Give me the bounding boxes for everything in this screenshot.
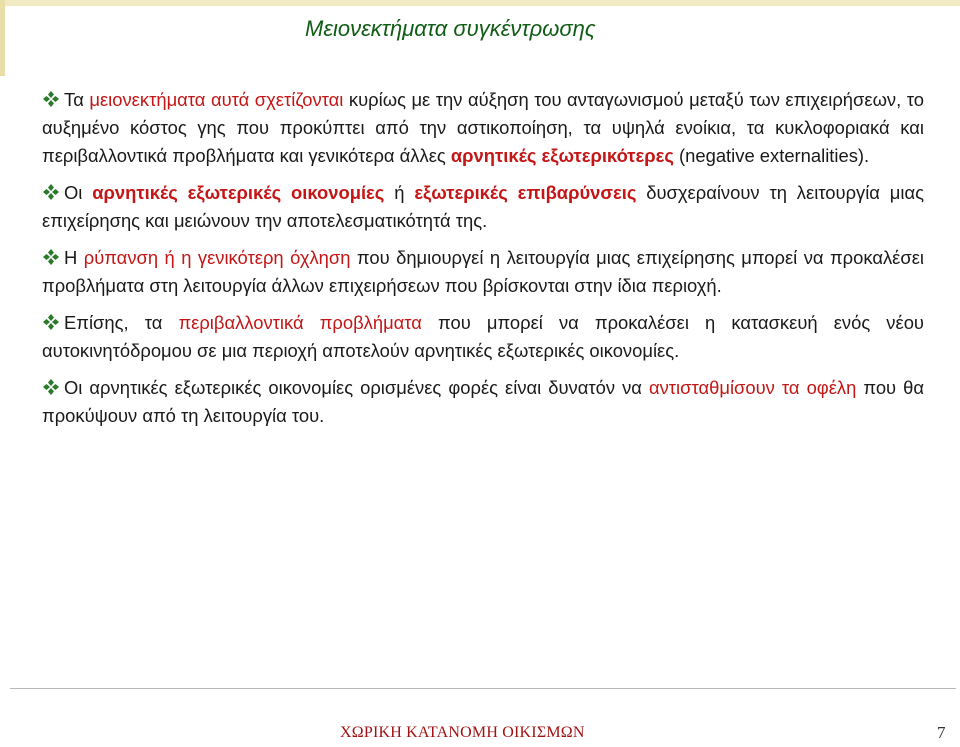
bullet-highlight: εξωτερικές επιβαρύνσεις	[414, 182, 637, 203]
page-number: 7	[937, 723, 946, 742]
bullet-text: Επίσης, τα	[64, 312, 179, 333]
bullet-text: Οι αρνητικές εξωτερικές οικονομίες ορισμένες φορές είναι δυνατόν να	[64, 377, 649, 398]
bullet-highlight: αρνητικές εξωτερικότερες	[450, 145, 674, 166]
bullet-highlight: ρύπανση ή η γενικότερη όχληση	[83, 247, 351, 268]
bullet-text: δυσχεραίνουν τη λειτουργία μιας επιχείρησης και μειώνουν την αποτελεσματικότητά της.	[42, 182, 924, 231]
bullet-item	[42, 179, 924, 235]
footer-title: ΧΩΡΙΚΗ ΚΑΤΑΝΟΜΗ ΟΙΚΙΣΜΩΝ	[340, 724, 585, 741]
footer-divider	[10, 688, 956, 689]
bullet-item	[42, 86, 924, 170]
bullet-text: που μπορεί να προκαλέσει η κατασκευή ενός νέου αυτοκινητόδρομου σε μια περιοχή αποτελούν αρνητικές εξωτερικές οικονομίες.	[42, 312, 924, 361]
diamond-cluster-icon	[42, 183, 64, 201]
bullet-highlight: μειονεκτήματα αυτά σχετίζονται	[89, 89, 344, 110]
diamond-cluster-icon	[42, 378, 64, 396]
diamond-cluster-icon	[42, 248, 64, 266]
diamond-cluster-icon	[42, 313, 64, 331]
left-accent-bar	[0, 0, 5, 76]
bullet-text: κυρίως με την αύξηση του ανταγωνισμού μεταξύ των επιχειρήσεων, το αυξημένο κόστος γης που προκύπτει από την αστικοποίηση, τα υψηλά ενοίκια, τα κυκλοφοριακά και περιβαλλοντικά προβλήματα και γενικότερα άλλες	[42, 89, 924, 166]
top-rule	[0, 0, 960, 6]
bullet-text: (negative externalities).	[673, 145, 870, 166]
bullet-text: που θα προκύψουν από τη λειτουργία του.	[42, 377, 924, 426]
bullet-highlight: αντισταθμίσουν τα οφέλη	[648, 377, 857, 398]
bullet-item	[42, 374, 924, 430]
slide-title: Μειονεκτήματα συγκέντρωσης	[305, 16, 596, 41]
bullet-item	[42, 309, 924, 365]
bullet-text: που δημιουργεί η λειτουργία μιας επιχείρησης μπορεί να προκαλέσει προβλήματα στη λειτουργία άλλων επιχειρήσεων που βρίσκονται στην ίδια περιοχή.	[42, 247, 924, 296]
bullet-text: ή	[384, 182, 415, 203]
bullet-text: Οι	[64, 182, 93, 203]
slide-body	[42, 86, 924, 439]
diamond-cluster-icon	[42, 90, 64, 108]
bullet-highlight: περιβαλλοντικά προβλήματα	[178, 312, 422, 333]
bullet-item	[42, 244, 924, 300]
bullet-text: Τα	[64, 89, 90, 110]
bullet-highlight: αρνητικές εξωτερικές οικονομίες	[92, 182, 385, 203]
bullet-text: Η	[64, 247, 84, 268]
